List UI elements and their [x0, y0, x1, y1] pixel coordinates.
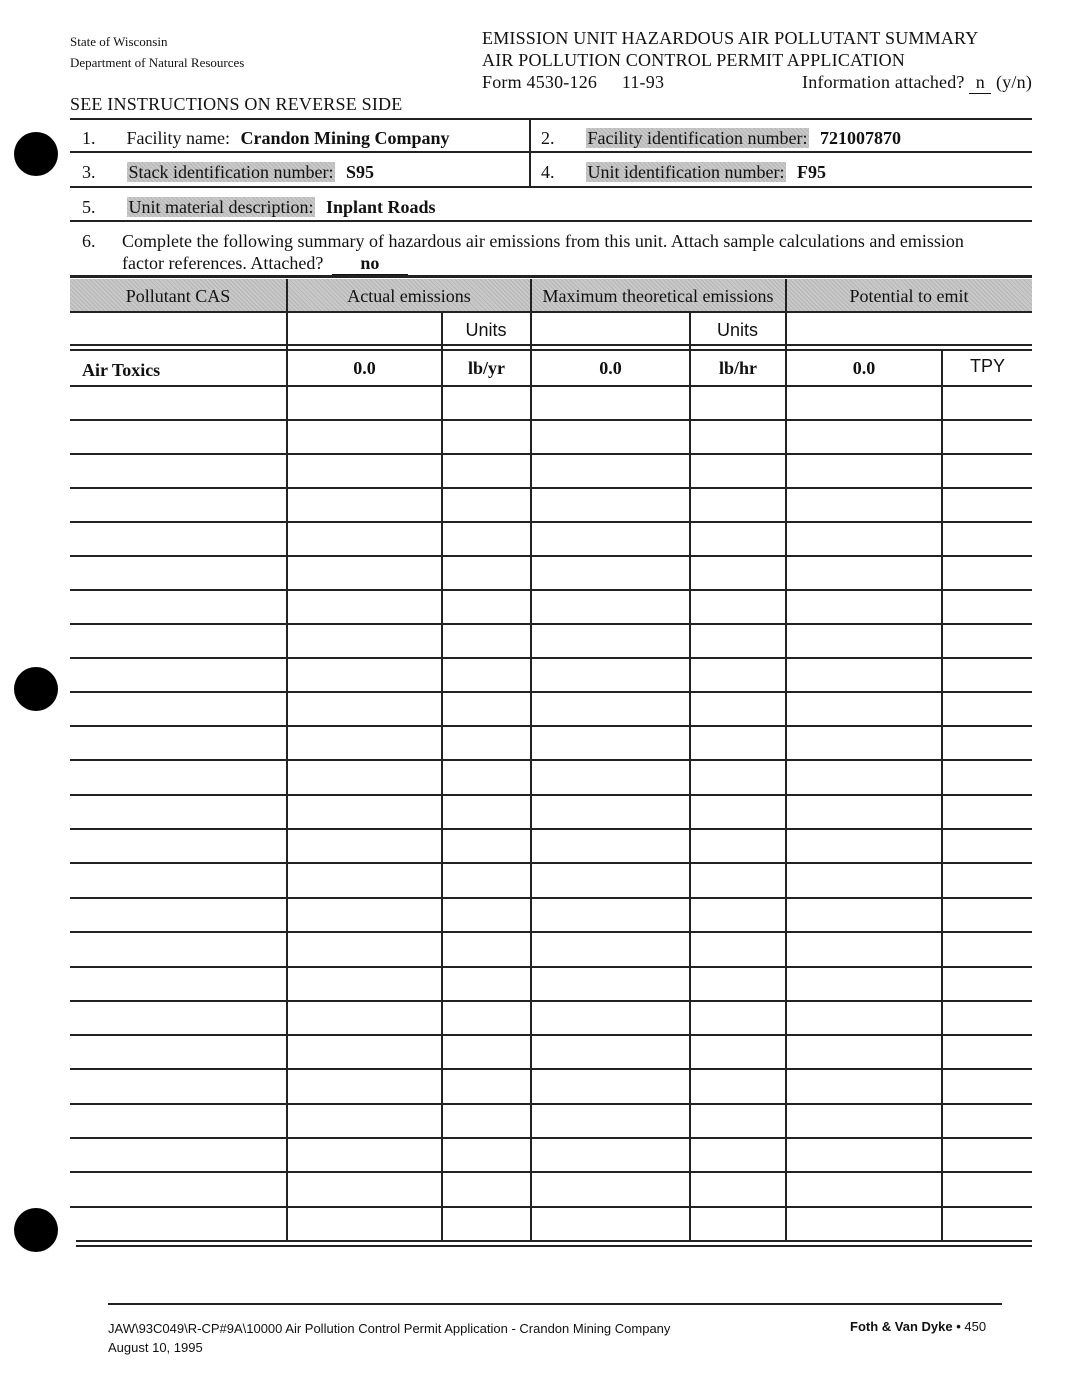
summary-instructions-line1: Complete the following summary of hazardous air emissions from this unit. Attach sample calculations and emission — [122, 231, 964, 251]
table-top-rule — [70, 275, 1032, 278]
field-unit-material — [82, 197, 436, 218]
punch-hole-top — [14, 132, 58, 176]
row-rule — [70, 589, 1032, 591]
fields-rule-3 — [70, 220, 1032, 222]
field-6-number: 6. — [82, 231, 96, 251]
row-rule — [70, 521, 1032, 523]
attached-value[interactable]: no — [332, 253, 408, 275]
row-rule — [70, 419, 1032, 421]
punch-hole-middle — [14, 667, 58, 711]
field-unit-id — [541, 162, 826, 183]
col-divider-4 — [689, 311, 691, 1241]
row-rule — [70, 966, 1032, 968]
row-rule — [70, 862, 1032, 864]
row-rule — [70, 385, 1032, 387]
table-units-rule-a — [70, 344, 1032, 346]
fields-top-rule — [70, 118, 1032, 120]
footer-path: JAW\93C049\R-CP#9A\10000 Air Pollution Control Permit Application - Crandon Mining Company — [108, 1321, 671, 1336]
fields-divider — [529, 118, 531, 186]
department-name: Department of Natural Resources — [70, 55, 245, 70]
summary-instructions-line2 — [122, 253, 408, 275]
footer-page-number: 450 — [964, 1319, 987, 1334]
field-5-number: 5. — [82, 197, 96, 217]
table-bottom-rule-a — [76, 1240, 1032, 1242]
row-rule — [70, 1206, 1032, 1208]
footer-firm-name: Foth & Van Dyke — [850, 1319, 953, 1334]
field-stack-id — [82, 162, 374, 183]
col-header-units-maximum: Units — [716, 319, 758, 340]
row-rule — [70, 1171, 1032, 1173]
row-rule — [70, 657, 1032, 659]
stack-id-label: Stack identification number: — [128, 162, 334, 182]
row-rule — [70, 794, 1032, 796]
info-attached-label: Information attached? — [802, 72, 965, 92]
punch-hole-bottom — [14, 1208, 58, 1252]
table-units-rule-b — [70, 349, 1032, 351]
facility-name-value[interactable]: Crandon Mining Company — [240, 128, 450, 148]
form-date: 11-93 — [621, 72, 665, 92]
attached-label: factor references. Attached? — [122, 253, 324, 273]
unit-id-value[interactable]: F95 — [796, 162, 826, 182]
instructions-note: SEE INSTRUCTIONS ON REVERSE SIDE — [70, 94, 403, 114]
row-rule — [70, 487, 1032, 489]
cell-actual[interactable]: 0.0 — [353, 358, 376, 378]
form-subtitle: AIR POLLUTION CONTROL PERMIT APPLICATION — [482, 50, 906, 70]
row-rule — [70, 1000, 1032, 1002]
info-attached-suffix: (y/n) — [996, 72, 1033, 92]
col-divider-2 — [441, 311, 443, 1241]
fields-rule-1 — [70, 151, 1032, 153]
state-name: State of Wisconsin — [70, 34, 168, 49]
form-title: EMISSION UNIT HAZARDOUS AIR POLLUTANT SUMMARY — [482, 28, 979, 48]
row-rule — [70, 1103, 1032, 1105]
footer-bullet: • — [956, 1319, 961, 1334]
field-3-number: 3. — [82, 162, 96, 182]
info-attached-value[interactable]: n — [969, 72, 991, 94]
unit-id-label: Unit identification number: — [587, 162, 785, 182]
cell-pollutant[interactable]: Air Toxics — [82, 360, 161, 380]
field-1-number: 1. — [82, 128, 96, 148]
facility-name-label: Facility name: — [126, 128, 230, 148]
row-rule — [70, 691, 1032, 693]
form-number — [482, 72, 664, 93]
field-facility-id — [541, 128, 901, 149]
table-header-rule — [70, 311, 1032, 313]
cell-maximum-units[interactable]: lb/hr — [718, 358, 757, 378]
table-bottom-rule-b — [76, 1245, 1032, 1247]
cell-maximum[interactable]: 0.0 — [599, 358, 622, 378]
field-facility-name — [82, 128, 450, 149]
col-header-pollutant: Pollutant CAS — [125, 285, 231, 306]
row-rule — [70, 1137, 1032, 1139]
row-rule — [70, 623, 1032, 625]
col-header-units-actual: Units — [465, 319, 507, 340]
facility-id-value[interactable]: 721007870 — [819, 128, 901, 148]
footer-date: August 10, 1995 — [108, 1340, 203, 1355]
field-2-number: 2. — [541, 128, 555, 148]
info-attached — [802, 72, 1032, 94]
field-4-number: 4. — [541, 162, 555, 182]
row-rule — [70, 453, 1032, 455]
cell-actual-units[interactable]: lb/yr — [467, 358, 505, 378]
row-rule — [70, 759, 1032, 761]
col-header-actual: Actual emissions — [347, 285, 471, 306]
form-number-text: Form 4530-126 — [482, 72, 598, 92]
row-rule — [70, 828, 1032, 830]
unit-material-value[interactable]: Inplant Roads — [325, 197, 436, 217]
stack-id-value[interactable]: S95 — [345, 162, 374, 182]
footer-firm — [850, 1319, 986, 1334]
row-rule — [70, 725, 1032, 727]
col-header-maximum: Maximum theoretical emissions — [542, 285, 774, 306]
row-rule — [70, 897, 1032, 899]
row-rule — [70, 555, 1032, 557]
cell-potential-units[interactable]: TPY — [969, 356, 1005, 376]
fields-rule-2 — [70, 186, 1032, 188]
col-header-potential: Potential to emit — [849, 285, 969, 306]
facility-id-label: Facility identification number: — [587, 128, 808, 148]
cell-potential[interactable]: 0.0 — [852, 358, 876, 378]
row-rule — [70, 1034, 1032, 1036]
row-rule — [70, 931, 1032, 933]
footer-rule — [108, 1303, 1002, 1305]
row-rule — [70, 1068, 1032, 1070]
unit-material-label: Unit material description: — [128, 197, 314, 217]
